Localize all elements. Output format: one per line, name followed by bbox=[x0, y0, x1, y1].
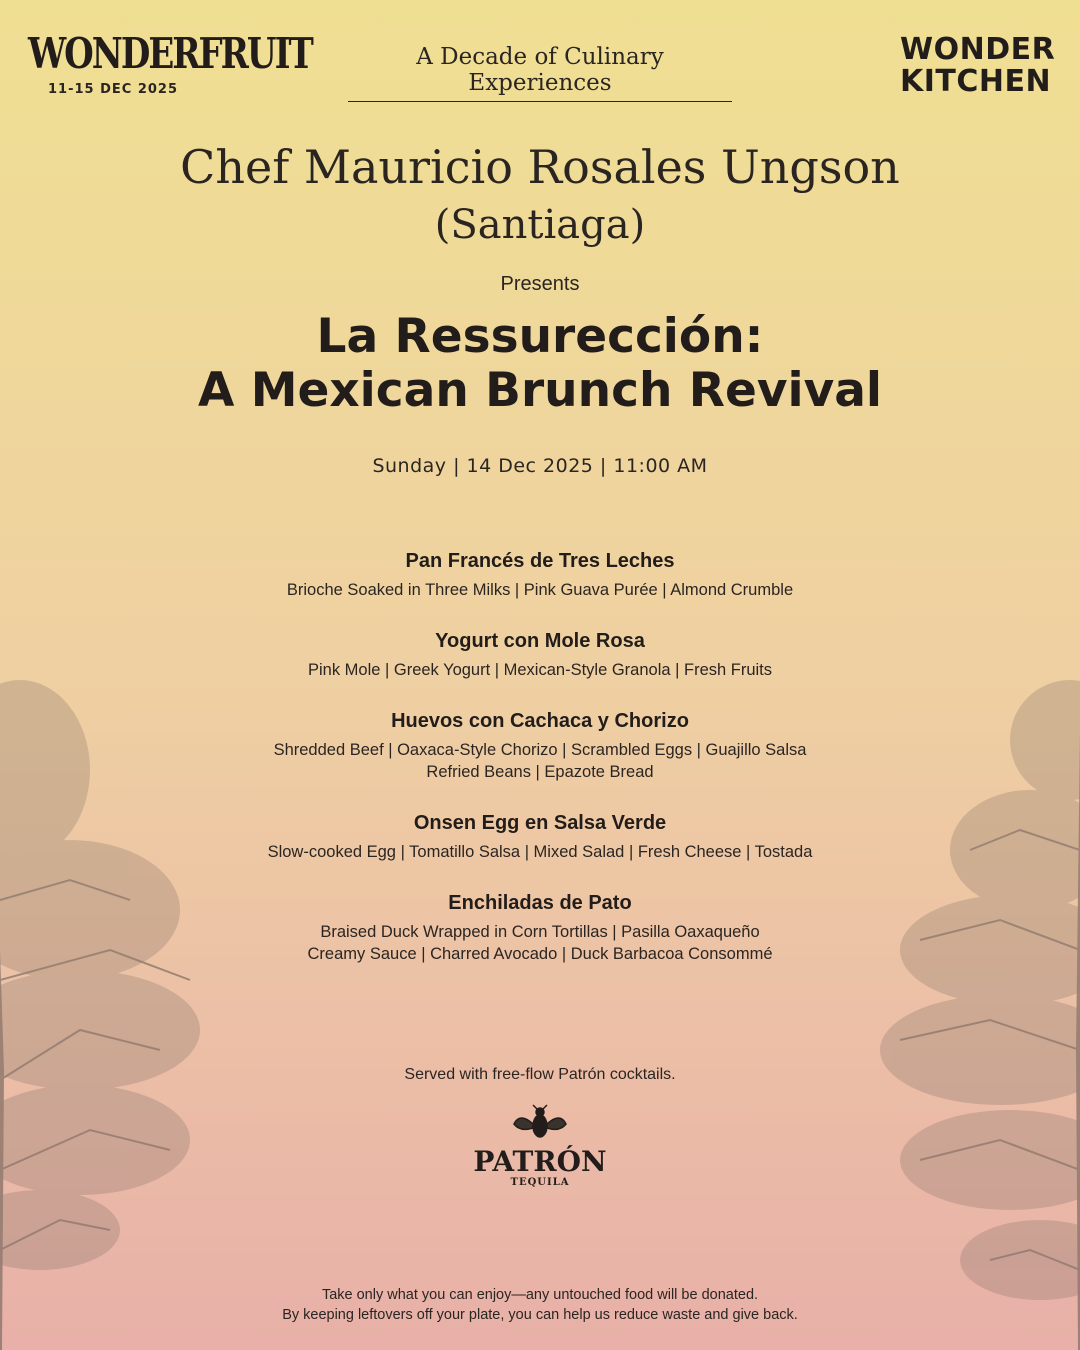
chef-restaurant: (Santiaga) bbox=[434, 202, 646, 248]
course-name: Yogurt con Mole Rosa bbox=[435, 630, 645, 652]
footer-line1: Take only what you can enjoy—any untouched food will be donated. bbox=[321, 1287, 759, 1303]
event-title-line2: A Mexican Brunch Revival bbox=[197, 363, 883, 418]
menu-course bbox=[0, 890, 1080, 965]
course-name: Enchiladas de Pato bbox=[448, 892, 632, 914]
menu-list bbox=[0, 548, 1080, 965]
patron-logo-name: PATRÓN bbox=[473, 1145, 607, 1178]
course-name: Pan Francés de Tres Leches bbox=[405, 550, 675, 572]
menu-course bbox=[0, 810, 1080, 863]
bee-icon bbox=[510, 1104, 570, 1142]
wonderfruit-logo-text: WONDERFRUIT bbox=[28, 29, 312, 79]
presents-label: Presents bbox=[500, 273, 580, 295]
course-description: Pink Mole | Greek Yogurt | Mexican-Style Granola | Fresh Fruits bbox=[307, 661, 773, 679]
footer-line2: By keeping leftovers off your plate, you can help us reduce waste and give back. bbox=[282, 1307, 798, 1323]
course-description: Brioche Soaked in Three Milks | Pink Guava Purée | Almond Crumble bbox=[286, 581, 794, 599]
footer-note bbox=[0, 1285, 1080, 1325]
chef-name: Chef Mauricio Rosales Ungson bbox=[180, 140, 900, 194]
course-description-line2: Refried Beans | Epazote Bread bbox=[426, 763, 654, 781]
event-title-line1: La Ressurección: bbox=[316, 309, 764, 364]
course-description: Shredded Beef | Oaxaca-Style Chorizo | Scrambled Eggs | Guajillo Salsa bbox=[273, 741, 807, 759]
event-datetime: Sunday | 14 Dec 2025 | 11:00 AM bbox=[372, 455, 708, 477]
course-description: Slow-cooked Egg | Tomatillo Salsa | Mixed Salad | Fresh Cheese | Tostada bbox=[267, 843, 813, 861]
tagline: A Decade of Culinary Experiences bbox=[348, 44, 732, 102]
patron-logo bbox=[460, 1104, 620, 1188]
course-name: Huevos con Cachaca y Chorizo bbox=[391, 710, 689, 732]
wonder-kitchen-logo-line2: KITCHEN bbox=[900, 64, 1052, 99]
patron-logo-sub: TEQUILA bbox=[510, 1177, 570, 1188]
wonderfruit-logo bbox=[28, 29, 312, 97]
wonder-kitchen-logo-line1: WONDER bbox=[900, 32, 1056, 67]
menu-course bbox=[0, 708, 1080, 783]
festival-dates: 11-15 DEC 2025 bbox=[47, 82, 179, 97]
menu-course bbox=[0, 548, 1080, 601]
course-name: Onsen Egg en Salsa Verde bbox=[413, 812, 667, 834]
menu-course bbox=[0, 628, 1080, 681]
course-description-line2: Creamy Sauce | Charred Avocado | Duck Barbacoa Consommé bbox=[307, 945, 773, 963]
served-note: Served with free-flow Patrón cocktails. bbox=[404, 1066, 676, 1083]
wonder-kitchen-logo bbox=[900, 32, 1056, 99]
event-title bbox=[0, 310, 1080, 418]
course-description: Braised Duck Wrapped in Corn Tortillas | Pasilla Oaxaqueño bbox=[320, 923, 760, 941]
